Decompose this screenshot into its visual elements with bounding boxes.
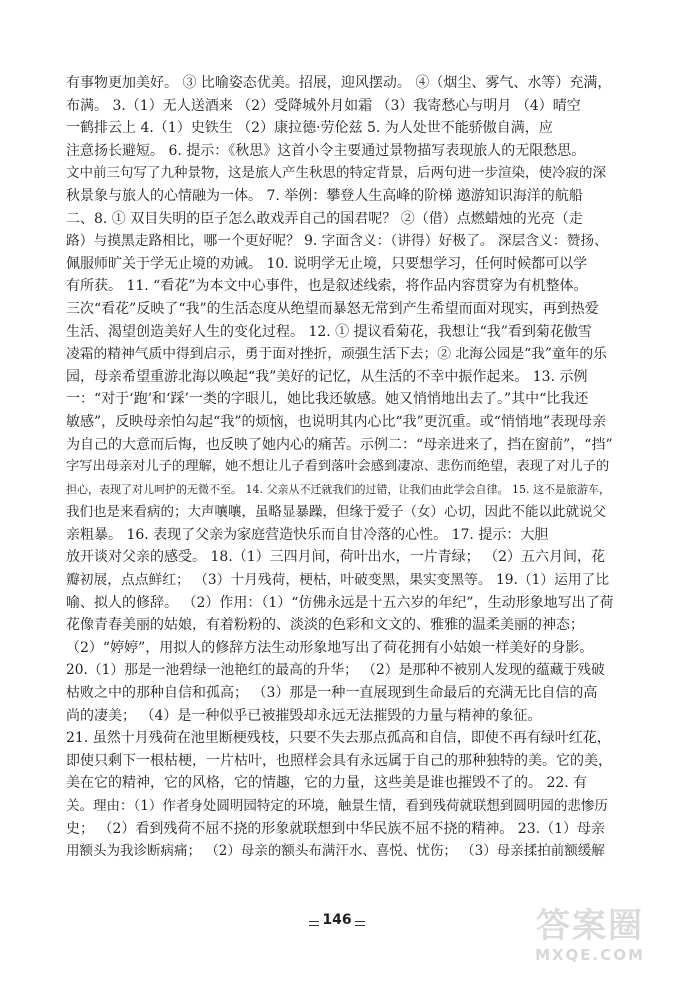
text-line: 史； （2）看到残荷不屈不挠的形象就联想到中华民族不屈不挠的精神。 23.（1）母亲 bbox=[66, 820, 605, 837]
page-number-left-ornament bbox=[309, 921, 319, 926]
text-line: 布满。 3.（1）无人送酒来 （2）受降城外月如霜 （3）我寄愁心与明月 （4）晴空 bbox=[66, 97, 581, 114]
text-line: 瓣初展，点点鲜红； （3）十月残荷，梗枯，叶破变黑，果实变黑等。 19.（1）运用了比 bbox=[66, 572, 610, 589]
text-line: 关。理由：（1）作者身处圆明园特定的环境，触景生情，看到残荷就联想到圆明园的悲惨历 bbox=[66, 798, 608, 814]
watermark-logo bbox=[525, 906, 655, 970]
text-line: 亲粗暴。 16. 表现了父亲为家庭营造快乐而自甘冷落的心性。 17. 提示：大胆 bbox=[66, 526, 549, 543]
text-line: 用额头为我诊断病痛； （2）母亲的额头布满汗水、喜悦、忧伤； （3）母亲揉拍前额缓解 bbox=[66, 843, 605, 860]
text-line: 20.（1）那是一池碧绿一池艳红的最高的升华； （2）是那种不被别人发现的蕴藏于残破 bbox=[66, 662, 605, 679]
answer-text-block bbox=[66, 72, 614, 863]
text-line: 敏感”，反映母亲怕勾起“我”的烦恼，也说明其内心比“我”更沉重。或“悄悄地”表现母亲 bbox=[66, 413, 607, 430]
text-line: 文中前三句写了九种景物，这是旅人产生秋思的特定背景，后两句进一步渲染，使冷寂的深 bbox=[66, 165, 606, 182]
text-line: 佩服师旷关于学无止境的劝诫。 10. 说明学无止境，只要想学习，任何时候都可以学 bbox=[66, 255, 588, 272]
text-line: 为自己的大意而后悔，也反映了她内心的痛苦。示例二：“母亲进来了，挡在窗前”，“挡” bbox=[66, 436, 613, 453]
text-line: 21. 虽然十月残荷在池里断梗残枝，只要不失去那点孤高和自信，即使不再有绿叶红花， bbox=[66, 730, 611, 747]
text-line: 放开谈对父亲的感受。 18.（1）三四月间，荷叶出水，一片青绿； （2）五六月间，花 bbox=[66, 549, 605, 566]
text-line: 园，母亲希望重游北海以唤起“我”美好的记忆，从生活的不幸中振作起来。 13. 示例 bbox=[66, 368, 588, 385]
text-line: 注意扬长避短。 6. 提示：《秋思》这首小令主要通过景物描写表现旅人的无限愁思。 bbox=[66, 142, 586, 159]
text-line: 凌霜的精神气质中得到启示，勇于面对挫折，顽强生活下去；② 北海公园是“我”童年的乐 bbox=[66, 346, 607, 363]
text-line: 二、8. ① 双目失明的臣子怎么敢戏弄自己的国君呢？ ②（借）点燃蜡烛的光亮（走 bbox=[66, 210, 583, 227]
text-line: 尚的凄美； （4）是一种似乎已被摧毁却永远无法摧毁的力量与精神的象征。 bbox=[66, 707, 542, 724]
text-line: 一鹤排云上 4.（1）史铁生 （2）康拉德·劳伦兹 5. 为人处世不能骄傲自满，应 bbox=[66, 120, 553, 137]
text-line: 秋景象与旅人的心情融为一体。 7. 举例：攀登人生高峰的阶梯 遨游知识海洋的航船 bbox=[66, 187, 583, 204]
text-line: 一：“对于‘跑’和‘踩’一类的字眼儿，她比我还敏感。她又悄悄地出去了。”其中“比我还 bbox=[66, 391, 589, 408]
text-line: 路）与摸黑走路相比，哪一个更好呢？ 9. 字面含义：（讲得）好极了。 深层含义：赞扬、 bbox=[66, 233, 608, 250]
text-line: 喻、拟人的修辞。 （2）作用：（1）“仿佛永远是十五六岁的年纪”，生动形象地写出了荷 bbox=[66, 594, 614, 611]
text-line: 三次“看花”反映了“我”的生活态度从绝望而暴怒无常到产生希望而面对现实，再到热爱 bbox=[66, 300, 599, 317]
text-line: 担心，表现了对儿呵护的无微不至。 14. 父亲从不迁就我们的过错，让我们由此学会自律。 15. 这不是旅游车， bbox=[66, 482, 610, 496]
text-line: 美在它的精神，它的风格，它的情趣，它的力量，这些美是谁也摧毁不了的。 22. 有 bbox=[66, 775, 588, 792]
text-line: 字写出母亲对儿子的理解，她不想让儿子看到落叶会感到凄凉、悲伤而绝望，表现了对儿子的 bbox=[66, 459, 610, 475]
text-line: 生活、渴望创造美好人生的变化过程。 12. ① 提议看菊花，我想让“我”看到菊花傲雪 bbox=[66, 323, 592, 340]
text-line: 我们也是来看病的；大声嚷嚷，虽略显暴躁，但缘于爱子（女）心切，因此不能以此就说父 bbox=[66, 504, 606, 521]
page-number-value: 146 bbox=[322, 912, 352, 928]
text-line: 即使只剩下一根枯梗，一片枯叶，也照样会具有永远属于自己的那种独特的美。它的美， bbox=[66, 752, 612, 769]
text-line: 有事物更加美好。 ③ 比喻姿态优美。招展，迎风摆动。 ④（烟尘、雾气、水等）充满， bbox=[66, 75, 612, 91]
text-line: （2）“婷婷”，用拟人的修辞方法生动形象地写出了荷花拥有小姑娘一样美好的身影。 bbox=[66, 639, 594, 656]
watermark-logo-text: 答案圈 bbox=[536, 906, 644, 946]
text-line: 枯败之中的那种自信和孤高； （3）那是一种一直展现到生命最后的充满无比自信的高 bbox=[66, 685, 598, 702]
page-number-right-ornament bbox=[355, 921, 365, 926]
watermark-url-text: MXQE.COM bbox=[535, 946, 645, 964]
page-number bbox=[307, 912, 367, 928]
text-line: 花像青春美丽的姑娘，有着粉粉的、淡淡的色彩和文文的、雅雅的温柔美丽的神态； bbox=[66, 617, 584, 634]
text-line: 有所获。 11. “看花”为本文中心事件，也是叙述线索，将作品内容贯穿为有机整体。 bbox=[66, 278, 588, 295]
